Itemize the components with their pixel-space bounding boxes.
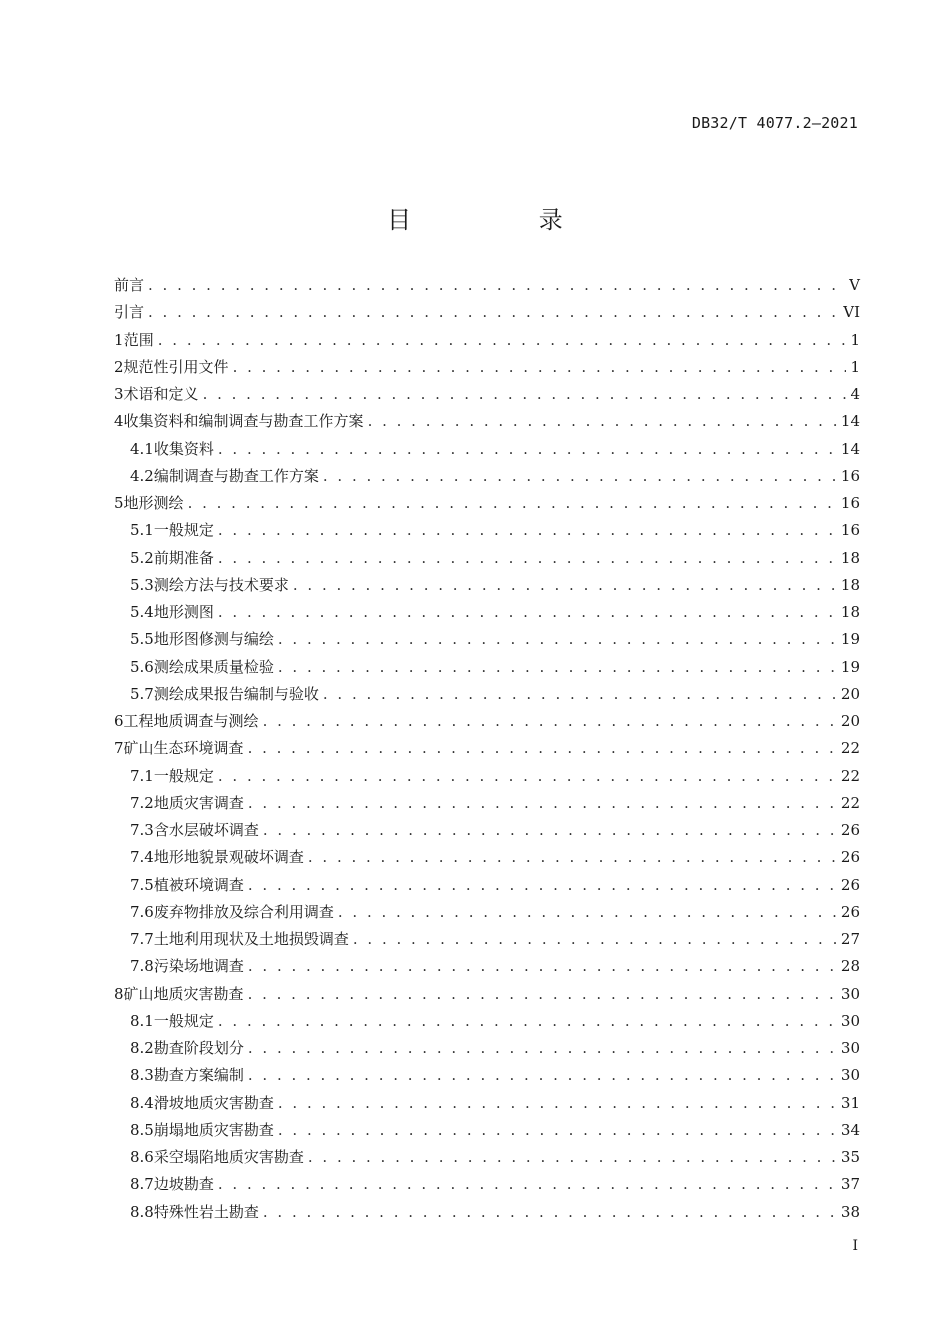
toc-entry-number: 7.3 [130, 821, 154, 839]
toc-entry-page: 30 [840, 1066, 860, 1085]
toc-entry-label: 规范性引用文件 [123, 357, 229, 376]
toc-dot-leader [188, 490, 837, 517]
toc-entry-label: 测绘方法与技术要求 [153, 575, 289, 594]
toc-entry[interactable] [114, 572, 860, 599]
toc-entry-number: 2 [114, 357, 124, 376]
toc-entry-number: 7.5 [130, 875, 154, 894]
toc-entry[interactable] [114, 1090, 860, 1117]
toc-entry-number: 8 [114, 984, 124, 1003]
toc-entry-page: 16 [840, 466, 860, 485]
toc-entry-number: 5.3 [130, 575, 154, 594]
toc-dot-leader [218, 436, 837, 463]
toc-entry-label: 编制调查与勘查工作方案 [153, 466, 319, 485]
toc-entry-label: 地形测绘 [123, 494, 184, 512]
toc-dot-leader [278, 1090, 837, 1117]
toc-dot-leader [308, 844, 837, 871]
toc-entry-number: 5.5 [130, 630, 154, 649]
toc-entry-number: 8.4 [130, 1093, 154, 1112]
toc-entry-label: 一般规定 [153, 766, 214, 785]
toc-entry-number: 7.4 [130, 848, 154, 867]
toc-entry-number: 8.8 [130, 1202, 154, 1221]
toc-entry[interactable] [114, 681, 860, 708]
toc-entry-label: 勘查阶段划分 [153, 1039, 244, 1057]
toc-entry-page: 20 [840, 684, 860, 703]
table-of-contents [114, 272, 860, 1226]
toc-entry[interactable] [114, 735, 860, 762]
toc-dot-leader [278, 654, 837, 681]
toc-entry-page: 14 [840, 439, 860, 458]
toc-entry-label: 收集资料 [153, 439, 214, 458]
toc-entry[interactable] [114, 1144, 860, 1171]
toc-dot-leader [248, 1062, 837, 1089]
toc-entry[interactable] [114, 517, 860, 544]
toc-entry-page: 26 [840, 875, 860, 894]
toc-entry-page: 34 [840, 1120, 860, 1139]
toc-dot-leader [338, 899, 837, 926]
toc-entry-label: 工程地质调查与测绘 [123, 712, 259, 730]
toc-entry-number: 6 [114, 712, 124, 730]
toc-entry-page: 1 [850, 330, 860, 349]
toc-entry-number: 8.2 [130, 1039, 154, 1057]
toc-entry-number: 8.5 [130, 1120, 154, 1139]
toc-entry-label: 边坡勘查 [153, 1175, 214, 1194]
toc-entry-label: 废弃物排放及综合利用调查 [153, 902, 334, 921]
toc-entry-label: 地形图修测与编绘 [153, 630, 274, 649]
toc-entry-page: 31 [840, 1093, 860, 1112]
toc-entry[interactable] [114, 599, 860, 626]
toc-entry[interactable] [114, 545, 860, 572]
toc-entry[interactable] [114, 981, 860, 1008]
toc-dot-leader [323, 681, 837, 708]
toc-entry-label: 地质灾害调查 [153, 793, 244, 812]
toc-entry-label: 植被环境调查 [153, 875, 244, 894]
toc-dot-leader [263, 817, 837, 844]
toc-entry-page: 16 [840, 494, 860, 512]
toc-entry[interactable] [114, 327, 860, 354]
toc-entry-page: 26 [840, 821, 860, 839]
toc-entry-page: VI [843, 303, 860, 322]
toc-entry-page: 28 [840, 957, 860, 976]
toc-entry[interactable] [114, 272, 860, 299]
toc-entry-number: 7 [114, 739, 124, 758]
toc-entry-number: 1 [114, 330, 124, 349]
toc-entry-number: 7.8 [130, 957, 154, 976]
toc-entry[interactable] [114, 354, 860, 381]
toc-dot-leader [218, 1171, 837, 1198]
toc-entry-number: 7.2 [130, 793, 154, 812]
toc-entry[interactable] [114, 708, 860, 735]
toc-entry[interactable] [114, 626, 860, 653]
toc-entry-page: 14 [840, 412, 860, 431]
toc-entry-label: 污染场地调查 [153, 957, 244, 976]
toc-entry-page: 4 [850, 385, 860, 403]
toc-entry-page: 26 [840, 902, 860, 921]
toc-entry[interactable] [114, 899, 860, 926]
toc-dot-leader [248, 1035, 837, 1062]
toc-entry-label: 土地利用现状及土地损毁调查 [153, 930, 349, 948]
toc-entry-page: 18 [840, 548, 860, 567]
toc-entry-page: 22 [840, 766, 860, 785]
toc-entry-number: 3 [114, 385, 124, 403]
toc-dot-leader [308, 1144, 837, 1171]
toc-entry[interactable] [114, 1035, 860, 1062]
toc-entry-label: 矿山生态环境调查 [123, 739, 244, 758]
toc-entry-number: 4.1 [130, 439, 154, 458]
toc-dot-leader [218, 545, 837, 572]
toc-entry[interactable] [114, 1171, 860, 1198]
toc-entry-number: 7.6 [130, 902, 154, 921]
toc-entry-page: 35 [840, 1148, 860, 1166]
toc-entry-page: 20 [840, 712, 860, 730]
toc-entry-label: 引言 [114, 303, 145, 322]
toc-entry-number: 8.3 [130, 1066, 154, 1085]
page-title: 目 录 [387, 206, 623, 234]
toc-entry[interactable] [114, 408, 860, 435]
toc-dot-leader [263, 1199, 837, 1226]
toc-entry-label: 地形地貌景观破坏调查 [153, 848, 304, 867]
toc-entry[interactable] [114, 381, 860, 408]
toc-entry-number: 5.4 [130, 603, 154, 621]
toc-entry-page: 27 [840, 930, 860, 948]
toc-entry-page: 18 [840, 603, 860, 621]
toc-entry[interactable] [114, 844, 860, 871]
toc-entry-page: 30 [840, 1039, 860, 1057]
toc-entry-page: 19 [840, 657, 860, 676]
toc-entry-page: 22 [840, 739, 860, 758]
toc-dot-leader [148, 299, 839, 326]
toc-entry-page: 38 [840, 1202, 860, 1221]
toc-dot-leader [248, 790, 837, 817]
toc-entry-label: 含水层破坏调查 [153, 821, 259, 839]
toc-entry[interactable] [114, 790, 860, 817]
toc-entry-label: 范围 [123, 330, 154, 349]
toc-dot-leader [368, 408, 837, 435]
toc-entry-label: 采空塌陷地质灾害勘查 [153, 1148, 304, 1166]
toc-entry-label: 测绘成果报告编制与验收 [153, 684, 319, 703]
page-number: I [852, 1238, 858, 1254]
toc-entry-number: 5 [114, 494, 124, 512]
toc-entry-label: 特殊性岩土勘查 [153, 1202, 259, 1221]
toc-dot-leader [148, 272, 845, 299]
toc-dot-leader [218, 517, 837, 544]
toc-dot-leader [203, 381, 847, 408]
toc-entry[interactable] [114, 436, 860, 463]
toc-entry-page: 1 [850, 357, 860, 376]
toc-entry-label: 滑坡地质灾害勘查 [153, 1093, 274, 1112]
toc-entry[interactable] [114, 872, 860, 899]
toc-dot-leader [218, 763, 837, 790]
toc-entry-number: 8.7 [130, 1175, 154, 1194]
toc-entry-number: 5.1 [130, 521, 154, 540]
toc-entry-page: 30 [840, 1011, 860, 1030]
toc-dot-leader [248, 981, 837, 1008]
toc-entry[interactable] [114, 817, 860, 844]
toc-entry-page: 22 [840, 793, 860, 812]
toc-dot-leader [248, 953, 837, 980]
toc-entry-label: 前期准备 [153, 548, 214, 567]
toc-entry-label: 勘查方案编制 [153, 1066, 244, 1085]
toc-entry[interactable] [114, 926, 860, 953]
toc-dot-leader [158, 327, 847, 354]
toc-entry[interactable] [114, 763, 860, 790]
toc-entry-number: 5.6 [130, 657, 154, 676]
toc-entry[interactable] [114, 1062, 860, 1089]
toc-entry-label: 前言 [114, 276, 145, 294]
toc-dot-leader [218, 599, 837, 626]
toc-entry-page: V [849, 276, 860, 294]
toc-entry-label: 一般规定 [153, 521, 214, 540]
toc-entry-page: 30 [840, 984, 860, 1003]
toc-entry[interactable] [114, 463, 860, 490]
toc-dot-leader [248, 735, 837, 762]
toc-dot-leader [278, 1117, 837, 1144]
toc-dot-leader [218, 1008, 837, 1035]
toc-entry[interactable] [114, 1199, 860, 1226]
toc-dot-leader [233, 354, 847, 381]
toc-entry-number: 7.7 [130, 930, 154, 948]
toc-entry-number: 7.1 [130, 766, 154, 785]
toc-entry-page: 19 [840, 630, 860, 649]
toc-entry-label: 术语和定义 [123, 385, 199, 403]
toc-dot-leader [353, 926, 837, 953]
document-code: DB32/T 4077.2—2021 [691, 114, 858, 132]
toc-entry-label: 一般规定 [153, 1011, 214, 1030]
toc-entry[interactable] [114, 299, 860, 326]
toc-dot-leader [278, 626, 837, 653]
toc-entry[interactable] [114, 953, 860, 980]
toc-entry-label: 测绘成果质量检验 [153, 657, 274, 676]
toc-entry-page: 37 [840, 1175, 860, 1194]
toc-entry-number: 4 [114, 412, 124, 431]
toc-entry[interactable] [114, 1117, 860, 1144]
toc-dot-leader [323, 463, 837, 490]
toc-dot-leader [293, 572, 837, 599]
toc-dot-leader [248, 872, 837, 899]
toc-entry-page: 26 [840, 848, 860, 867]
toc-entry-label: 崩塌地质灾害勘查 [153, 1120, 274, 1139]
toc-entry-number: 8.1 [130, 1011, 154, 1030]
toc-entry-number: 5.7 [130, 684, 154, 703]
toc-entry-label: 地形测图 [153, 603, 214, 621]
toc-entry-number: 4.2 [130, 466, 154, 485]
toc-entry[interactable] [114, 490, 860, 517]
toc-entry-number: 5.2 [130, 548, 154, 567]
toc-dot-leader [263, 708, 837, 735]
toc-entry-page: 18 [840, 575, 860, 594]
toc-entry[interactable] [114, 654, 860, 681]
toc-entry-label: 收集资料和编制调查与勘查工作方案 [123, 412, 364, 431]
toc-entry-page: 16 [840, 521, 860, 540]
toc-entry[interactable] [114, 1008, 860, 1035]
toc-entry-label: 矿山地质灾害勘查 [123, 984, 244, 1003]
toc-entry-number: 8.6 [130, 1148, 154, 1166]
